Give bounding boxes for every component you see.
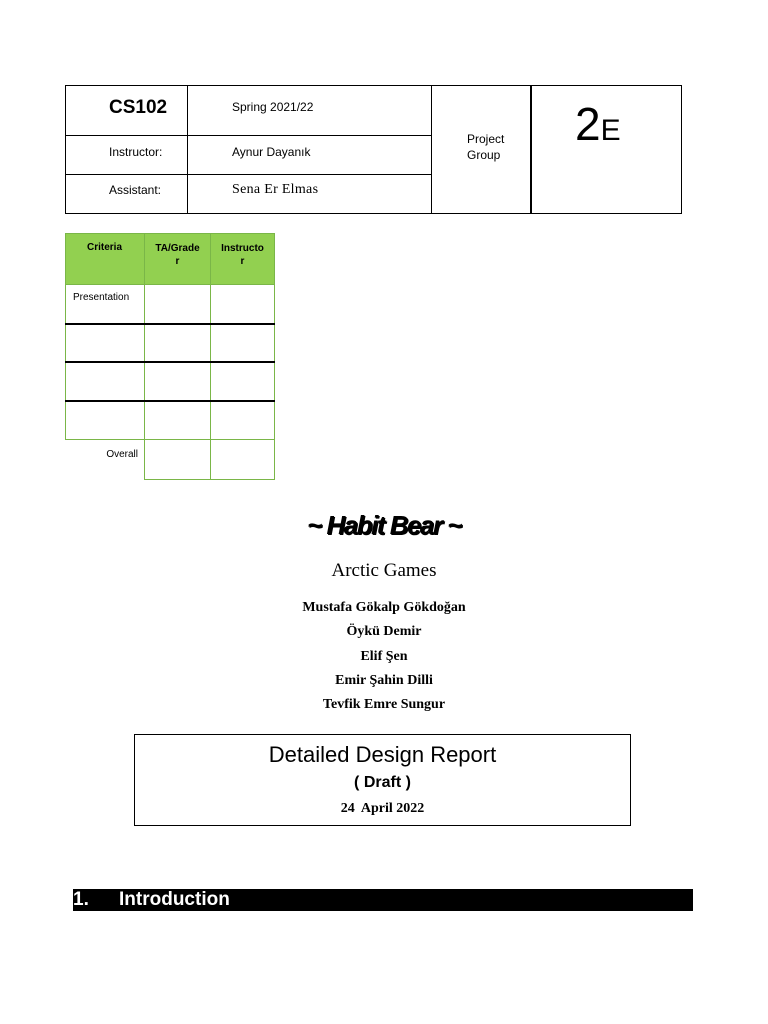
member-name: Emir Şahin Dilli (335, 672, 433, 688)
project-group-label (467, 131, 504, 163)
divider (65, 233, 275, 234)
app-title: ~ Habit Bear ~ (307, 510, 461, 540)
col-criteria: Criteria (86, 242, 122, 253)
divider (65, 233, 66, 440)
assistant-label: Assistant: (109, 183, 162, 197)
col-instr-line2: r (240, 256, 245, 267)
assistant-name: Sena Er Elmas (232, 182, 319, 197)
section-title: Introduction (119, 889, 230, 910)
term: Spring 2021/22 (232, 100, 314, 114)
report-status: ( Draft ) (354, 774, 411, 791)
divider (210, 233, 211, 480)
report-box (134, 734, 631, 826)
group-letter: E (600, 114, 621, 147)
divider (531, 85, 532, 214)
divider (431, 85, 432, 214)
col-ta-line2: r (175, 256, 180, 267)
divider (65, 284, 275, 285)
divider (65, 323, 275, 325)
divider (65, 400, 275, 402)
divider (144, 479, 275, 480)
section-heading-bar (73, 889, 693, 911)
instructor-name: Aynur Dayanık (232, 145, 311, 159)
col-ta-line1: TA/Grade (155, 243, 200, 254)
report-heading: Detailed Design Report (268, 742, 497, 767)
member-name: Öykü Demir (346, 624, 422, 640)
instructor-label: Instructor: (109, 145, 163, 159)
member-name: Elif Şen (360, 648, 408, 664)
divider (65, 135, 431, 136)
member-name: Tevfik Emre Sungur (322, 697, 446, 713)
row-overall: Overall (106, 449, 138, 460)
col-instructor (211, 242, 274, 268)
col-instr-line1: Instructo (221, 243, 264, 254)
col-ta-grader (145, 242, 210, 268)
group-label: Group (467, 148, 501, 162)
divider (65, 439, 275, 440)
divider (65, 361, 275, 363)
divider (65, 174, 431, 175)
divider (187, 85, 188, 214)
divider (274, 233, 275, 480)
section-number: 1. (73, 889, 89, 910)
project-label: Project (467, 132, 505, 146)
member-list (0, 596, 768, 717)
group-id (575, 99, 621, 156)
course-info-table (65, 85, 682, 214)
grading-table (65, 233, 275, 480)
divider (144, 233, 145, 480)
member-name: Mustafa Gökalp Gökdoğan (302, 600, 466, 615)
row-presentation: Presentation (73, 292, 130, 303)
report-date: 24 April 2022 (340, 801, 425, 816)
course-code: CS102 (109, 97, 168, 118)
team-name: Arctic Games (331, 560, 437, 581)
group-number: 2 (575, 98, 601, 150)
